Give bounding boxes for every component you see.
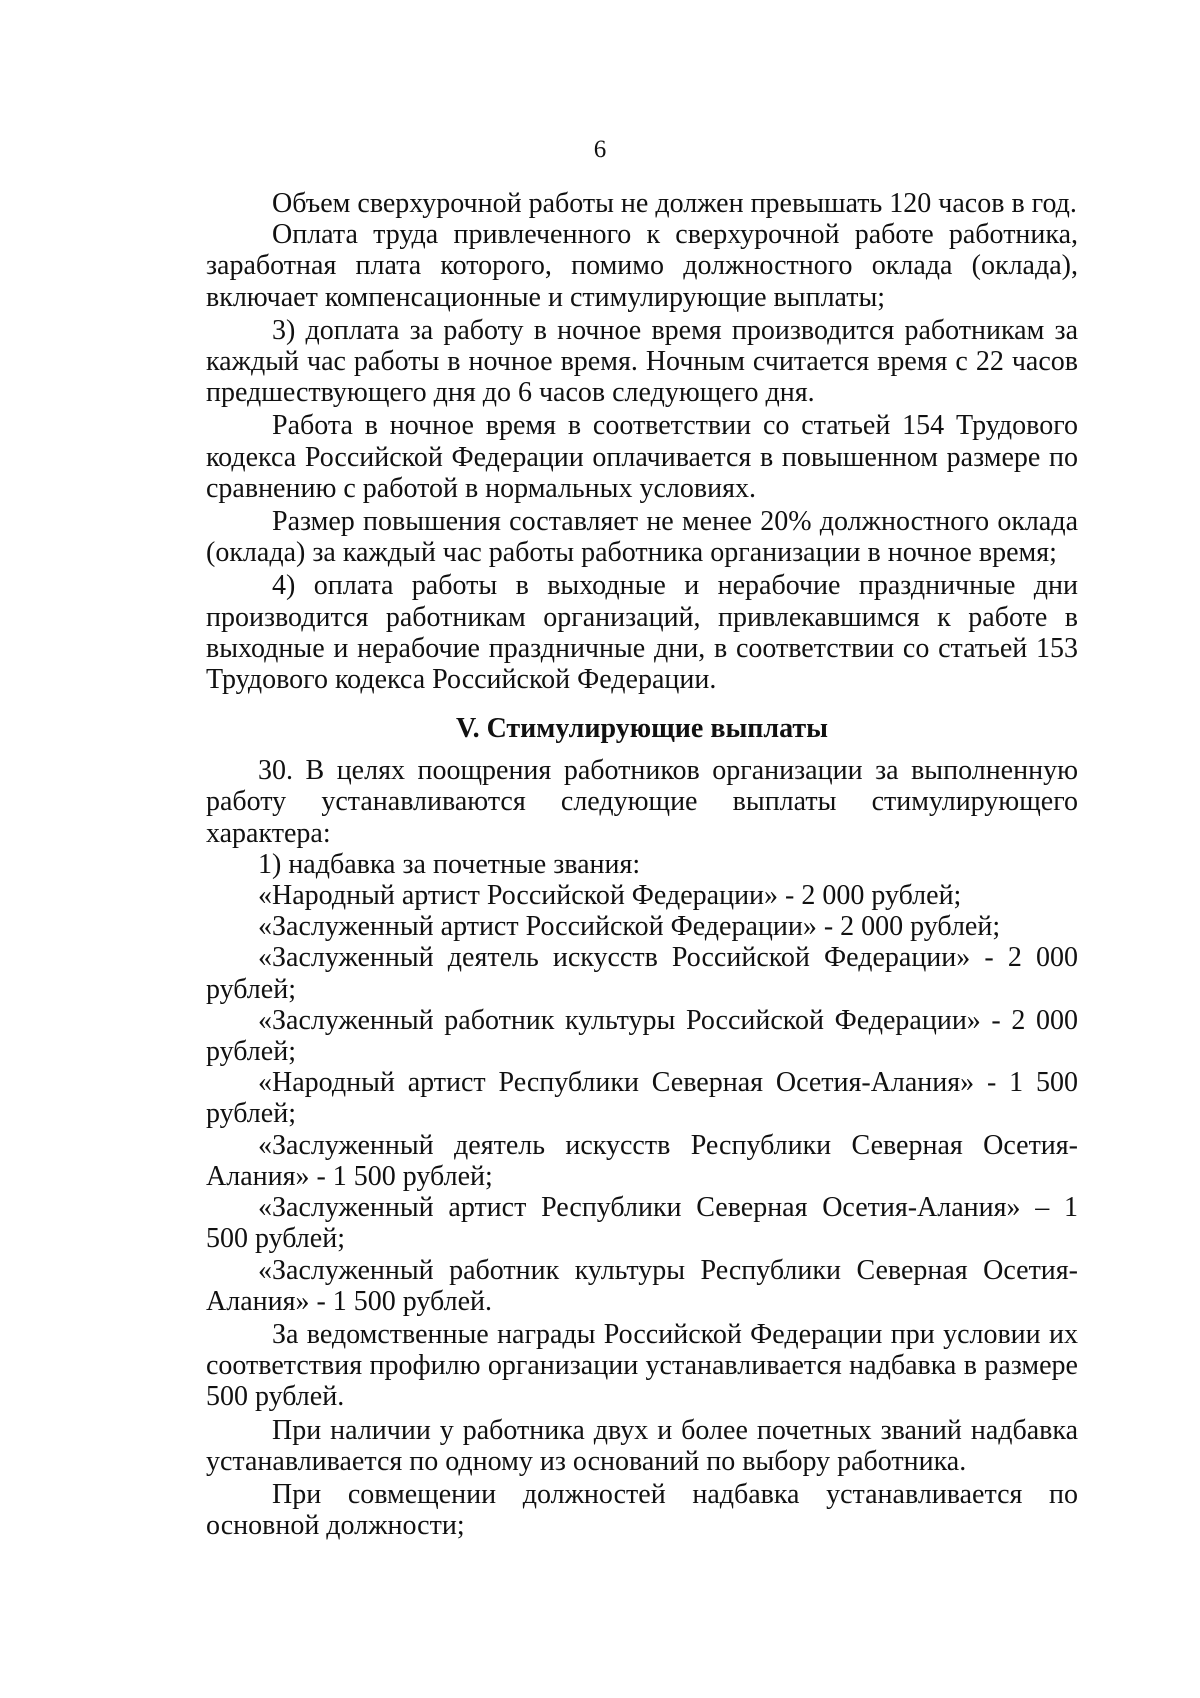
paragraph-departmental-awards: За ведомственные награды Российской Федерации при условии их соответствия профилю организации устанавливается надбавка в размере 500 рублей. [206, 1318, 1078, 1413]
paragraph-combined-positions: При совмещении должностей надбавка устанавливается по основной должности; [206, 1478, 1078, 1542]
paragraph-multiple-titles: При наличии у работника двух и более почетных званий надбавка устанавливается по одному из оснований по выбору работника. [206, 1414, 1078, 1477]
paragraph-night-work-item: 3) доплата за работу в ночное время производится работникам за каждый час работы в ночное время. Ночным считается время с 22 часов предшествующего дня до 6 часов следующего дня. [206, 314, 1078, 409]
section-heading: V. Стимулирующие выплаты [455, 713, 829, 745]
list-item-title: «Заслуженный деятель искусств Республики Северная Осетия-Алания» - 1 500 рублей; [206, 1129, 1078, 1192]
paragraph-night-work-law: Работа в ночное время в соответствии со статьей 154 Трудового кодекса Российской Федерации оплачивается в повышенном размере по сравнению с работой в нормальных условиях. [206, 410, 1078, 504]
list-item-title: «Народный артист Республики Северная Осетия-Алания» - 1 500 рублей; [206, 1067, 1078, 1130]
page-number: 6 [593, 136, 607, 163]
list-item-title: «Заслуженный работник культуры Российской Федерации» - 2 000 рублей; [206, 1004, 1078, 1068]
paragraph-overtime-pay: Оплата труда привлеченного к сверхурочной работе работника, заработная плата которого, помимо должностного оклада (оклада), включает компенсационные и стимулирующие выплаты; [206, 219, 1078, 313]
list-item-title: «Заслуженный деятель искусств Российской Федерации» - 2 000 рублей; [206, 942, 1078, 1005]
paragraph-night-work-rate: Размер повышения составляет не менее 20% должностного оклада (оклада) за каждый час работы работника организации в ночное время; [206, 506, 1078, 569]
paragraph-holiday-work-item: 4) оплата работы в выходные и нерабочие праздничные дни производится работникам организаций, привлекавшимся к работе в выходные и нерабочие праздничные дни, в соответствии со статьей 153 Трудового кодекса Российской Федерации. [206, 570, 1078, 696]
list-item-title: «Заслуженный работник культуры Республики Северная Осетия-Алания» - 1 500 рублей. [206, 1254, 1078, 1317]
list-item-title: «Заслуженный артист Республики Северная Осетия-Алания» – 1 500 рублей; [206, 1192, 1078, 1255]
list-item-title: «Народный артист Российской Федерации» - 2 000 рублей; [258, 880, 962, 912]
list-item-title: «Заслуженный артист Российской Федерации» - 2 000 рублей; [258, 911, 1001, 943]
paragraph-honorary-titles: 1) надбавка за почетные звания: [258, 848, 641, 880]
paragraph-overtime-limit: Объем сверхурочной работы не должен превышать 120 часов в год. [272, 188, 1077, 219]
paragraph-clause-30: 30. В целях поощрения работников организации за выполненную работу устанавливаются следующие выплаты стимулирующего характера: [206, 755, 1078, 849]
document-body [206, 188, 1078, 1541]
